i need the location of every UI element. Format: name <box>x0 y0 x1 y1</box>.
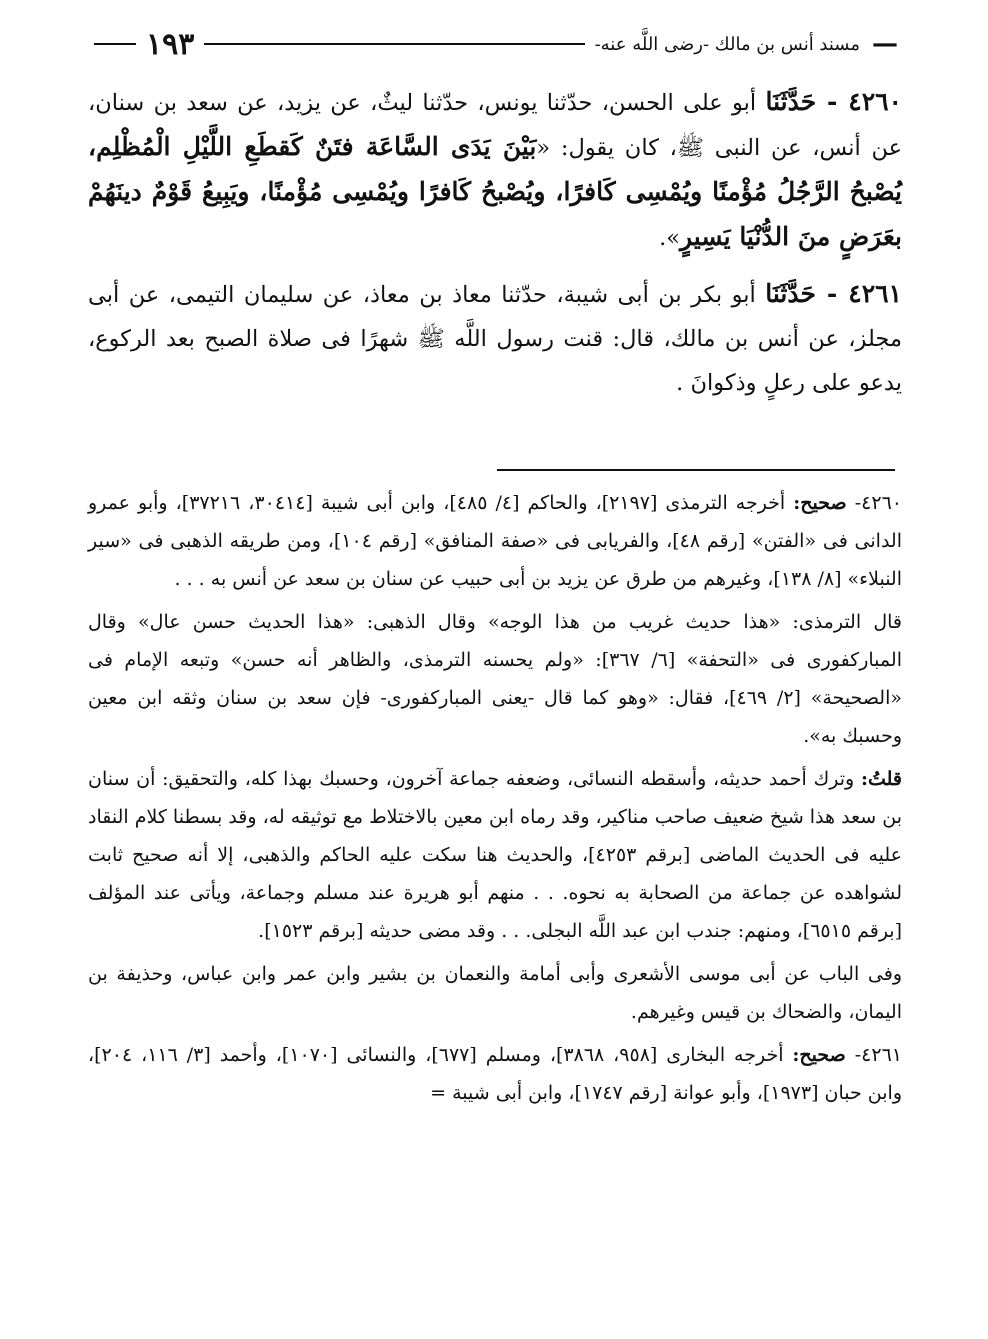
main-text <box>88 80 902 417</box>
bab-paragraph: وفى الباب عن أبى موسى الأشعرى وأبى أمامة والنعمان بن بشير وابن عمر وابن عباس، وحذيفة بن اليمان، والضحاك بن قيس وغيرهم. <box>88 963 902 1023</box>
hadith-isnad: أبو على الحسن، حدّثنا يونس، حدّثنا ليثٌ، عن يزيد، عن سعد بن سنان، عن أنس، عن النبى ﷺ، كان يقول: « <box>88 90 902 161</box>
running-header <box>90 24 898 64</box>
hadith-number: ٤٢٦١ <box>848 279 902 308</box>
hadith-matn: بَيْنَ يَدَى السَّاعَة فتَنٌ كَقطَعِ اللَّيْلِ الْمُظْلِم، يُصْبحُ الرَّجُلُ مُؤْمنًا ويُمْسِى كَافرًا، ويُصْبحُ كَافرًا ويُمْسِى مُؤْمنًا، ويَبِيعُ قَوْمٌ دينَهُمْ بعَرَضٍ منَ الدُّنْيَا يَسِيرٍ <box>88 132 902 251</box>
footnote-divider <box>497 469 895 471</box>
haddathana-keyword: حَدَّثَنَا <box>765 279 816 308</box>
grade-label: صحيح: <box>792 1044 846 1066</box>
haddathana-keyword: حَدَّثَنَا <box>765 87 817 116</box>
grade-label: صحيح: <box>793 492 847 514</box>
footnote-number: ٤٢٦٠ <box>861 492 902 514</box>
hadith-separator: - <box>816 87 849 116</box>
footnote-text: أخرجه البخارى [٩٥٨، ٣٨٦٨]، ومسلم [٦٧٧]، والنسائى [١٠٧٠]، وأحمد [٣/ ١١٦، ٢٠٤]، وابن حبان [١٩٧٣]، وأبو عوانة [رقم ١٧٤٧]، وابن أبى شيبة = <box>88 1044 902 1104</box>
footnote-4260 <box>88 484 902 598</box>
footnote-separator: - <box>845 1044 862 1066</box>
hadith-text: أبو بكر بن أبى شيبة، حدّثنا معاذ بن معاذ، عن سليمان التيمى، عن أبى مجلز، عن أنس بن مالك، قال: قنت رسول اللَّه ﷺ شهرًا فى صلاة الصبح بعد الركوع، يدعو على رعلٍ وذكوانَ . <box>88 282 902 396</box>
qultu-paragraph <box>88 760 902 950</box>
footnote-4261 <box>88 1036 902 1112</box>
footnotes <box>88 484 902 1117</box>
hadith-separator: - <box>815 279 849 308</box>
footnote-separator: - <box>846 492 862 514</box>
footnote-number: ٤٢٦١ <box>861 1044 902 1066</box>
page-number: ١٩٣ <box>146 26 195 62</box>
running-title: مسند أنس بن مالك -رضى اللَّه عنه- <box>594 33 860 55</box>
header-rule-end <box>94 43 136 45</box>
hadith-4261 <box>88 272 902 405</box>
hadith-number: ٤٢٦٠ <box>848 87 902 116</box>
header-dash: — <box>872 29 898 59</box>
tirmidhi-paragraph: قال الترمذى: «هذا حديث غريب من هذا الوجه» وقال الذهبى: «هذا الحديث حسن عال» وقال المباركفورى فى «التحفة» [٦/ ٣٦٧]: «ولم يحسنه الترمذى، والظاهر أنه حسن» وتبعه الإمام فى «الصحيحة» [٢/ ٤٦٩]، فقال: «وهو كما قال -يعنى المباركفورى- فإن سعد بن سنان وثقه ابن معين وحسبك به». <box>88 611 902 747</box>
qultu-text: وترك أحمد حديثه، وأسقطه النسائى، وضعفه جماعة آخرون، وحسبك بهذا كله، والتحقيق: أن سنان بن سعد هذا شيخ ضعيف صاحب مناكير، وقد رماه ابن معين بالاختلاط مع توثيقه له، وقد بسطنا كلام النقاد عليه فى الحديث الماضى [برقم ٤٢٥٣]، والحديث هنا سكت عليه الحاكم والذهبى، إلا أنه صحيح ثابت لشواهده عن جماعة من الصحابة به نحوه. . . منهم أبو هريرة عند مسلم وجماعة، ويأتى عند المؤلف [برقم ٦٥١٥]، ومنهم: جندب ابن عبد اللَّه البجلى. . . وقد مضى حديثه [برقم ١٥٢٣]. <box>88 768 903 942</box>
footnote-text: أخرجه الترمذى [٢١٩٧]، والحاكم [٤/ ٤٨٥]، وابن أبى شيبة [٣٠٤١٤، ٣٧٢١٦]، وأبو عمرو الدانى فى «الفتن» [رقم ٤٨]، والفريابى فى «صفة المنافق» [رقم ١٠٤]، ومن طريقه الذهبى فى «سير النبلاء» [٨/ ١٣٨]، وغيرهم من طرق عن يزيد بن أبى حبيب عن سنان بن سعد عن أنس به . . . <box>88 492 903 590</box>
qultu-label: قلتُ: <box>860 768 902 790</box>
hadith-4260 <box>88 80 902 260</box>
hadith-close: ». <box>659 225 681 251</box>
header-rule <box>204 43 584 45</box>
